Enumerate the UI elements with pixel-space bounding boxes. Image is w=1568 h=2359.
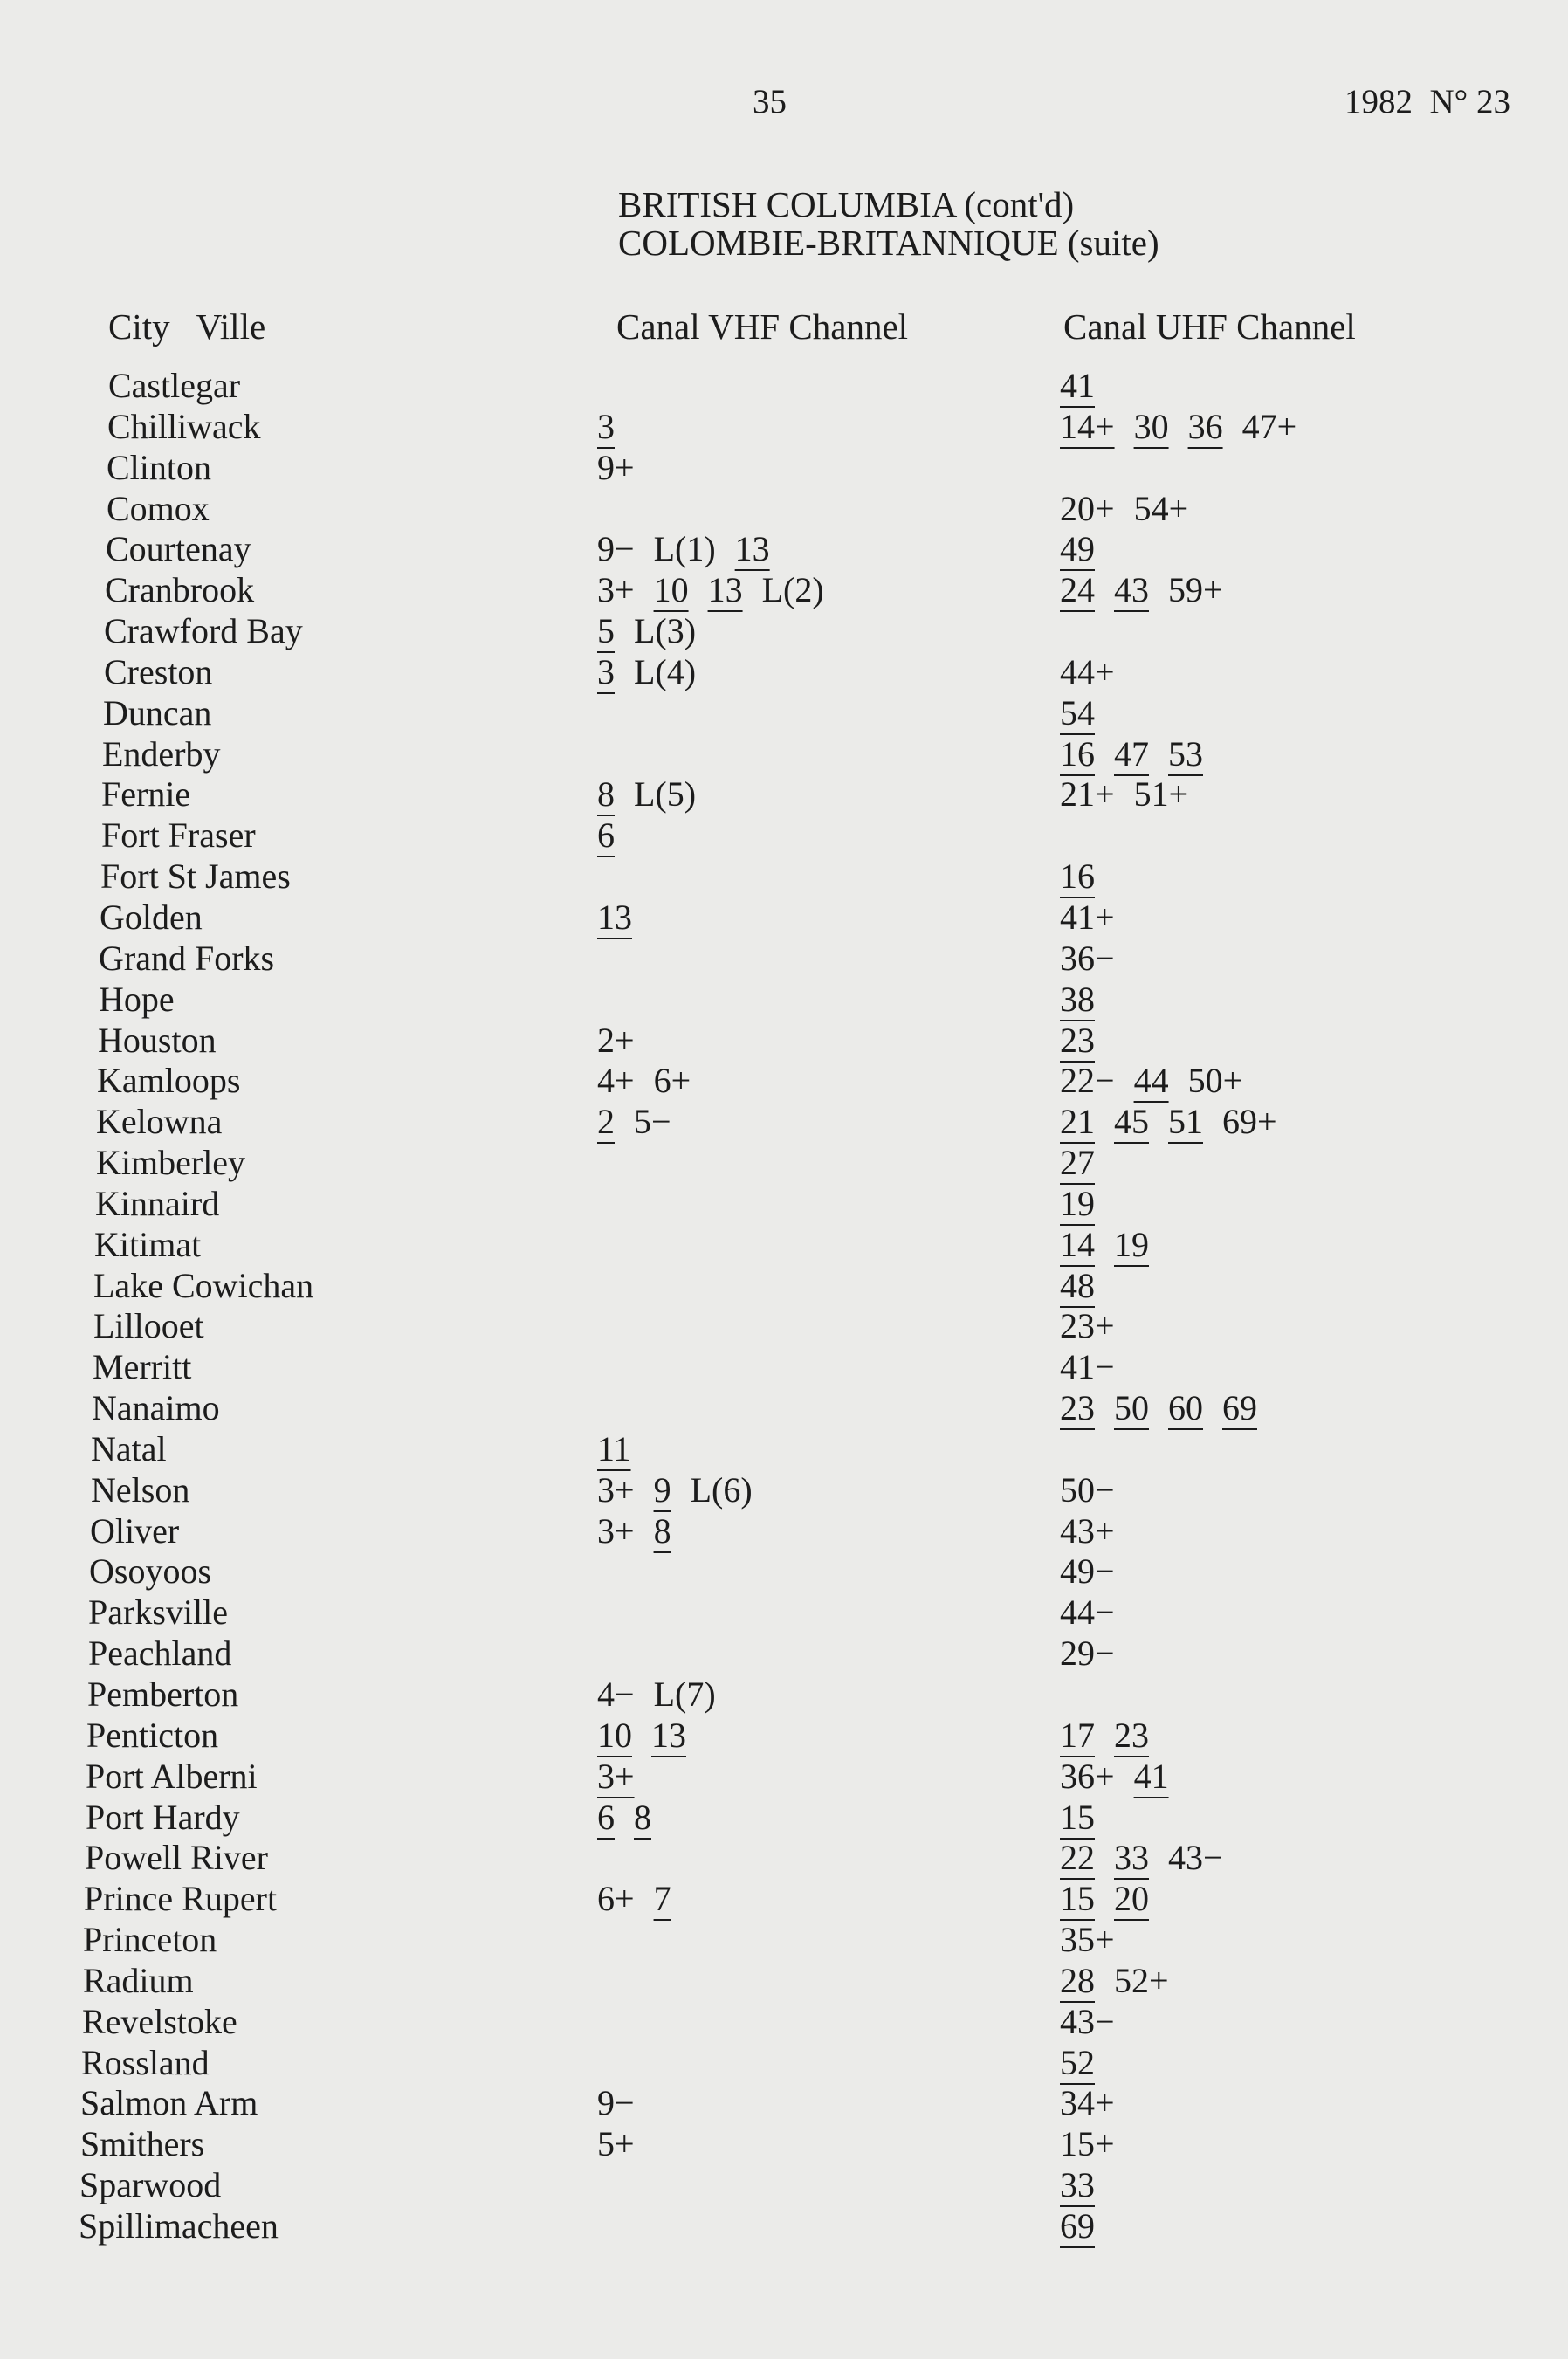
uhf-channels — [1060, 569, 1242, 610]
uhf-channel: 14+ — [1060, 407, 1115, 446]
city-name: Kitimat — [94, 1225, 202, 1264]
vhf-channels — [597, 1797, 671, 1838]
table-row — [0, 1020, 1568, 1060]
city-name: Radium — [83, 1961, 194, 2000]
vhf-channels — [597, 1060, 710, 1101]
table-row — [0, 1551, 1568, 1591]
vhf-channel: 7 — [653, 1879, 671, 1918]
uhf-channel: 43− — [1168, 1838, 1223, 1877]
table-row — [0, 1633, 1568, 1673]
vhf-channel: 8 — [653, 1511, 671, 1551]
city-name: Port Alberni — [86, 1757, 258, 1796]
uhf-channel: 43− — [1060, 2002, 1115, 2041]
table-row — [0, 1346, 1568, 1386]
table-row — [0, 979, 1568, 1019]
uhf-channels — [1060, 406, 1316, 447]
uhf-channel: 17 — [1060, 1716, 1095, 1755]
uhf-channels — [1060, 2205, 1114, 2246]
uhf-channels — [1060, 1387, 1276, 1428]
city-name: Osoyoos — [89, 1551, 212, 1591]
city-name: Penticton — [86, 1716, 219, 1755]
vhf-channels — [597, 774, 715, 815]
vhf-channels — [597, 2123, 654, 2164]
vhf-channels — [597, 1878, 691, 1919]
city-name: Fort Fraser — [101, 815, 256, 855]
uhf-channel: 29− — [1060, 1633, 1115, 1673]
vhf-channels — [597, 1020, 654, 1061]
uhf-channels — [1060, 2164, 1114, 2205]
uhf-channel: 52+ — [1114, 1961, 1169, 2000]
uhf-channel: 47+ — [1241, 407, 1297, 446]
city-name: Prince Rupert — [84, 1879, 278, 1918]
table-row — [0, 2164, 1568, 2204]
uhf-channels — [1060, 1919, 1134, 1960]
city-name: Creston — [104, 652, 213, 691]
uhf-channels — [1060, 1305, 1134, 1346]
vhf-channel: 8 — [634, 1798, 651, 1837]
uhf-channels — [1060, 733, 1222, 774]
table-row — [0, 1183, 1568, 1223]
uhf-channel: 15 — [1060, 1798, 1095, 1837]
uhf-channels — [1060, 365, 1114, 406]
uhf-channels — [1060, 1265, 1114, 1306]
table-row — [0, 1101, 1568, 1141]
uhf-channel: 21 — [1060, 1102, 1095, 1141]
table-row — [0, 2205, 1568, 2246]
issue-number: 1982 N° 23 — [1344, 83, 1511, 120]
table-row — [0, 692, 1568, 732]
vhf-channel: 3+ — [597, 1470, 635, 1510]
vhf-channel: 2 — [597, 1102, 615, 1141]
uhf-channel: 52 — [1060, 2043, 1095, 2082]
city-name: Parksville — [88, 1592, 228, 1632]
city-name: Merritt — [93, 1347, 192, 1386]
uhf-channel: 36− — [1060, 939, 1115, 978]
city-name: Smithers — [80, 2124, 205, 2163]
uhf-channels — [1060, 1224, 1168, 1265]
city-name: Peachland — [88, 1633, 232, 1673]
vhf-channels — [597, 1674, 735, 1715]
table-row — [0, 651, 1568, 691]
uhf-channels — [1060, 1756, 1188, 1797]
uhf-channel: 41− — [1060, 1347, 1115, 1386]
column-header-city: City Ville — [108, 306, 266, 347]
uhf-channels — [1060, 938, 1134, 979]
city-name: Kamloops — [97, 1061, 241, 1100]
city-name: Hope — [99, 980, 175, 1019]
vhf-channel: 4− — [597, 1675, 635, 1714]
uhf-channel: 23 — [1060, 1021, 1095, 1060]
uhf-channel: 48 — [1060, 1266, 1095, 1305]
uhf-channel: 43 — [1114, 570, 1149, 609]
city-name: Golden — [100, 898, 203, 937]
vhf-channel: 9− — [597, 529, 635, 568]
uhf-channels — [1060, 1715, 1168, 1756]
uhf-channel: 36 — [1187, 407, 1223, 446]
uhf-channels — [1060, 488, 1207, 529]
uhf-channels — [1060, 1837, 1242, 1878]
vhf-channels — [597, 406, 634, 447]
vhf-channel: 9− — [597, 2083, 635, 2122]
vhf-channel: 9 — [653, 1470, 671, 1510]
uhf-channel: 50− — [1060, 1470, 1115, 1510]
uhf-channel: 16 — [1060, 856, 1095, 896]
vhf-channel: 13 — [597, 898, 632, 937]
city-name: Salmon Arm — [80, 2083, 258, 2122]
vhf-channel: L(2) — [761, 570, 824, 609]
city-name: Oliver — [90, 1511, 180, 1551]
uhf-channel: 15+ — [1060, 2124, 1115, 2163]
table-row — [0, 938, 1568, 978]
city-name: Houston — [98, 1021, 217, 1060]
uhf-channel: 21+ — [1060, 774, 1115, 814]
city-name: Chilliwack — [107, 407, 261, 446]
vhf-channel: L(6) — [690, 1470, 753, 1510]
table-row — [0, 1715, 1568, 1755]
vhf-channel: 6 — [597, 815, 615, 855]
vhf-channel: 13 — [651, 1716, 686, 1755]
vhf-channels — [597, 1756, 654, 1797]
uhf-channels — [1060, 1060, 1262, 1101]
city-name: Lake Cowichan — [93, 1266, 314, 1305]
uhf-channel: 69 — [1060, 2206, 1095, 2246]
uhf-channels — [1060, 2082, 1134, 2123]
uhf-channel: 50+ — [1187, 1061, 1243, 1100]
vhf-channels — [597, 1469, 772, 1510]
uhf-channel: 69+ — [1222, 1102, 1277, 1141]
vhf-channel: L(4) — [634, 652, 697, 691]
uhf-channels — [1060, 774, 1207, 815]
uhf-channel: 28 — [1060, 1961, 1095, 2000]
uhf-channel: 49 — [1060, 529, 1095, 568]
city-name: Kelowna — [96, 1102, 223, 1141]
table-row — [0, 1756, 1568, 1796]
uhf-channels — [1060, 1878, 1168, 1919]
city-name: Sparwood — [79, 2165, 222, 2204]
city-name: Crawford Bay — [104, 611, 303, 650]
vhf-channel: 5− — [634, 1102, 671, 1141]
vhf-channels — [597, 815, 634, 856]
table-row — [0, 1674, 1568, 1714]
title-french: COLOMBIE-BRITANNIQUE (suite) — [618, 223, 1159, 263]
vhf-channels — [597, 651, 715, 692]
table-row — [0, 528, 1568, 568]
uhf-channels — [1060, 2001, 1134, 2042]
uhf-channel: 41 — [1133, 1757, 1169, 1796]
uhf-channel: 23 — [1114, 1716, 1149, 1755]
table-row — [0, 1960, 1568, 2000]
vhf-channel: 4+ — [597, 1061, 635, 1100]
table-row — [0, 2042, 1568, 2082]
uhf-channel: 22 — [1060, 1838, 1095, 1877]
vhf-channel: 5+ — [597, 2124, 635, 2163]
table-row — [0, 1878, 1568, 1918]
city-name: Comox — [107, 489, 210, 528]
table-row — [0, 815, 1568, 855]
city-name: Clinton — [107, 448, 212, 487]
uhf-channels — [1060, 1183, 1114, 1224]
uhf-channels — [1060, 897, 1134, 938]
uhf-channel: 60 — [1168, 1388, 1203, 1427]
table-row — [0, 1428, 1568, 1468]
vhf-channel: 10 — [653, 570, 689, 609]
uhf-channel: 19 — [1060, 1184, 1095, 1223]
uhf-channels — [1060, 692, 1114, 733]
city-name: Enderby — [102, 734, 221, 774]
city-name: Grand Forks — [99, 939, 275, 978]
vhf-channel: 13 — [707, 570, 743, 609]
city-name: Castlegar — [108, 366, 241, 405]
title-english: BRITISH COLUMBIA (cont'd) — [618, 184, 1075, 224]
table-row — [0, 569, 1568, 609]
table-row — [0, 1837, 1568, 1877]
city-name: Courtenay — [106, 529, 251, 568]
uhf-channel: 41 — [1060, 366, 1095, 405]
uhf-channel: 54+ — [1133, 489, 1189, 528]
uhf-channel: 69 — [1222, 1388, 1257, 1427]
city-name: Powell River — [85, 1838, 268, 1877]
city-name: Princeton — [83, 1920, 217, 1959]
table-row — [0, 774, 1568, 814]
uhf-channel: 30 — [1133, 407, 1169, 446]
uhf-channel: 27 — [1060, 1143, 1095, 1182]
uhf-channels — [1060, 979, 1114, 1020]
table-row — [0, 2082, 1568, 2122]
uhf-channel: 45 — [1114, 1102, 1149, 1141]
vhf-channel: 2+ — [597, 1021, 635, 1060]
vhf-channel: 3 — [597, 407, 615, 446]
uhf-channels — [1060, 2042, 1114, 2083]
vhf-channels — [597, 2082, 654, 2123]
vhf-channel: 11 — [597, 1429, 631, 1468]
vhf-channel: 8 — [597, 774, 615, 814]
table-row — [0, 1387, 1568, 1427]
city-name: Pemberton — [87, 1675, 239, 1714]
city-name: Natal — [91, 1429, 167, 1468]
city-name: Duncan — [103, 693, 212, 732]
table-row — [0, 1060, 1568, 1100]
table-row — [0, 1919, 1568, 1959]
uhf-channel: 53 — [1168, 734, 1203, 774]
uhf-channel: 44− — [1060, 1592, 1115, 1632]
uhf-channel: 50 — [1114, 1388, 1149, 1427]
uhf-channels — [1060, 1469, 1134, 1510]
city-name: Kimberley — [96, 1143, 246, 1182]
city-name: Nelson — [91, 1470, 190, 1510]
vhf-channel: 13 — [734, 529, 770, 568]
uhf-channels — [1060, 1101, 1296, 1142]
city-name: Nanaimo — [92, 1388, 220, 1427]
table-row — [0, 1265, 1568, 1305]
uhf-channel: 33 — [1114, 1838, 1149, 1877]
uhf-channel: 51+ — [1133, 774, 1189, 814]
uhf-channel: 23+ — [1060, 1306, 1115, 1345]
uhf-channel: 47 — [1114, 734, 1149, 774]
uhf-channels — [1060, 1510, 1134, 1551]
uhf-channel: 20+ — [1060, 489, 1115, 528]
uhf-channel: 22− — [1060, 1061, 1115, 1100]
vhf-channels — [597, 1428, 650, 1469]
vhf-channel: L(5) — [634, 774, 697, 814]
vhf-channels — [597, 897, 651, 938]
table-row — [0, 365, 1568, 405]
table-row — [0, 610, 1568, 650]
vhf-channel: 6 — [597, 1798, 615, 1837]
table-row — [0, 447, 1568, 487]
vhf-channel: 3 — [597, 652, 615, 691]
table-row — [0, 1510, 1568, 1551]
uhf-channel: 44+ — [1060, 652, 1115, 691]
city-name: Kinnaird — [95, 1184, 220, 1223]
uhf-channels — [1060, 1346, 1134, 1387]
city-name: Rossland — [81, 2043, 210, 2082]
table-row — [0, 2123, 1568, 2163]
table-row — [0, 1142, 1568, 1182]
city-name: Spillimacheen — [79, 2206, 279, 2246]
uhf-channel: 51 — [1168, 1102, 1203, 1141]
uhf-channels — [1060, 1142, 1114, 1183]
table-row — [0, 1224, 1568, 1264]
uhf-channel: 14 — [1060, 1225, 1095, 1264]
table-row — [0, 1469, 1568, 1510]
uhf-channel: 23 — [1060, 1388, 1095, 1427]
uhf-channel: 38 — [1060, 980, 1095, 1019]
uhf-channels — [1060, 651, 1134, 692]
uhf-channel: 15 — [1060, 1879, 1095, 1918]
page-number: 35 — [753, 83, 787, 120]
uhf-channels — [1060, 1592, 1134, 1633]
uhf-channel: 43+ — [1060, 1511, 1115, 1551]
city-name: Lillooet — [93, 1306, 204, 1345]
vhf-channel: L(1) — [653, 529, 716, 568]
uhf-channels — [1060, 856, 1114, 897]
table-row — [0, 1592, 1568, 1632]
vhf-channel: 3+ — [597, 1511, 635, 1551]
vhf-channel: 3+ — [597, 1757, 635, 1796]
uhf-channel: 24 — [1060, 570, 1095, 609]
vhf-channel: 9+ — [597, 448, 635, 487]
table-row — [0, 1797, 1568, 1837]
column-header-vhf: Canal VHF Channel — [616, 306, 909, 347]
uhf-channel: 35+ — [1060, 1920, 1115, 1959]
uhf-channels — [1060, 1797, 1114, 1838]
table-row — [0, 488, 1568, 528]
vhf-channel: 3+ — [597, 570, 635, 609]
city-name: Fort St James — [100, 856, 291, 896]
uhf-channels — [1060, 1960, 1188, 2001]
uhf-channel: 34+ — [1060, 2083, 1115, 2122]
uhf-channels — [1060, 2123, 1134, 2164]
vhf-channels — [597, 1101, 691, 1142]
vhf-channel: 6+ — [597, 1879, 635, 1918]
uhf-channel: 33 — [1060, 2165, 1095, 2204]
vhf-channel: 6+ — [653, 1061, 691, 1100]
table-row — [0, 897, 1568, 937]
uhf-channel: 44 — [1133, 1061, 1169, 1100]
uhf-channel: 20 — [1114, 1879, 1149, 1918]
city-name: Fernie — [101, 774, 191, 814]
vhf-channels — [597, 610, 715, 651]
uhf-channel: 36+ — [1060, 1757, 1115, 1796]
vhf-channels — [597, 569, 843, 610]
uhf-channels — [1060, 528, 1114, 569]
vhf-channels — [597, 528, 789, 569]
city-name: Revelstoke — [82, 2002, 237, 2041]
uhf-channel: 41+ — [1060, 898, 1115, 937]
vhf-channel: L(3) — [634, 611, 697, 650]
table-row — [0, 1305, 1568, 1345]
vhf-channels — [597, 1715, 705, 1756]
uhf-channel: 16 — [1060, 734, 1095, 774]
uhf-channel: 49− — [1060, 1551, 1115, 1591]
vhf-channel: 5 — [597, 611, 615, 650]
column-header-uhf: Canal UHF Channel — [1063, 306, 1356, 347]
uhf-channels — [1060, 1633, 1134, 1674]
table-row — [0, 2001, 1568, 2041]
vhf-channel: L(7) — [653, 1675, 716, 1714]
table-row — [0, 856, 1568, 896]
vhf-channel: 10 — [597, 1716, 632, 1755]
table-row — [0, 733, 1568, 774]
uhf-channel: 19 — [1114, 1225, 1149, 1264]
uhf-channels — [1060, 1551, 1134, 1592]
vhf-channels — [597, 447, 654, 488]
uhf-channel: 59+ — [1168, 570, 1223, 609]
table-row — [0, 406, 1568, 446]
vhf-channels — [597, 1510, 691, 1551]
uhf-channels — [1060, 1020, 1114, 1061]
city-name: Port Hardy — [86, 1798, 240, 1837]
uhf-channel: 54 — [1060, 693, 1095, 732]
city-name: Cranbrook — [105, 570, 255, 609]
